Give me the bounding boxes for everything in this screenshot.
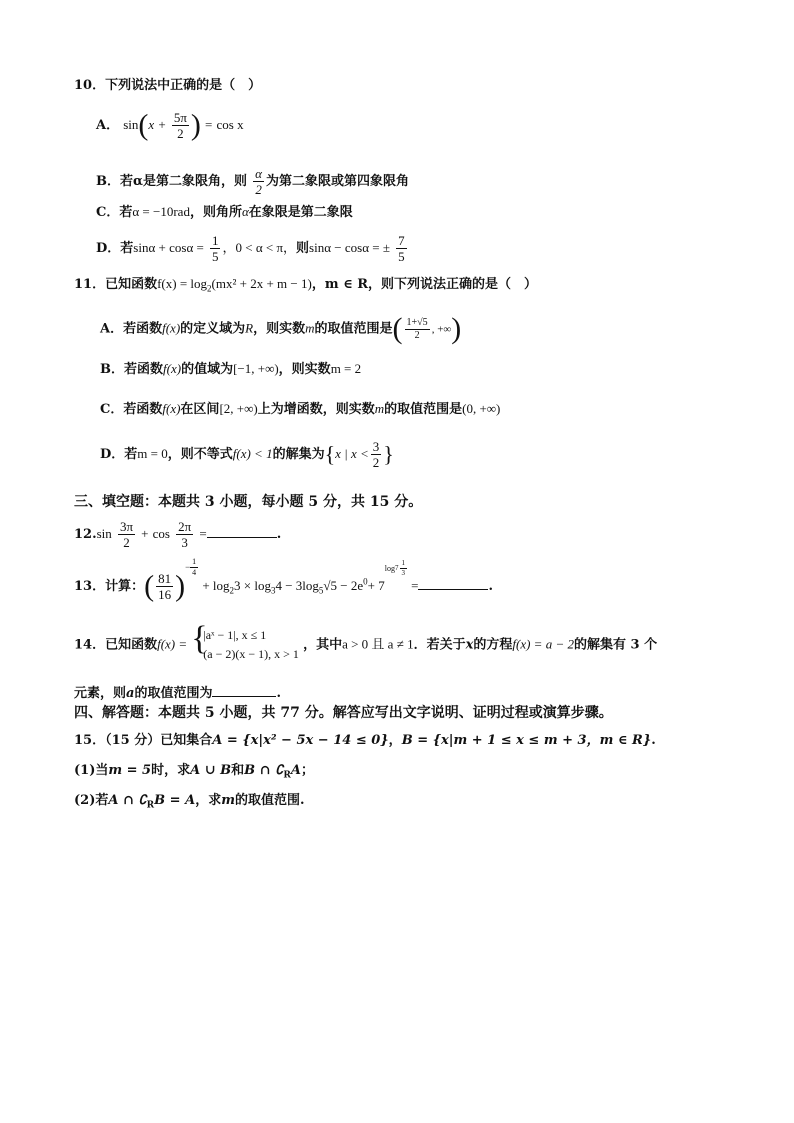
part-label: (2)若 — [74, 793, 109, 808]
denominator: 5 — [211, 249, 219, 264]
text: 上为增函数，则实数 — [257, 402, 375, 417]
piecewise: { |aˣ − 1|, x ≤ 1 (a − 2)(x − 1), x > 1 — [191, 626, 299, 664]
log-base: 2 — [229, 585, 235, 596]
text: 若函数 — [123, 321, 163, 337]
answer-blank[interactable] — [212, 684, 276, 697]
numerator: 1 — [192, 557, 197, 566]
question-label: 13．计算： — [74, 579, 145, 594]
numerator: 1+√5 — [406, 316, 428, 328]
denominator: 2 — [255, 182, 262, 197]
text: 则 — [296, 241, 310, 256]
denominator: 2 — [414, 329, 420, 341]
text: ，m ∈ R，则下列说法正确的是（ ） — [311, 277, 538, 292]
numerator: 5π — [173, 110, 187, 125]
q10-option-d — [96, 234, 409, 263]
case-1: |aˣ − 1|, x ≤ 1 — [203, 628, 267, 642]
q10-option-a: A． sin(x + $\frac{5\pi}{2}$ ) = cos x — [96, 108, 244, 142]
term: 4 − 3log — [275, 578, 319, 593]
text: 的定义域为 — [180, 321, 246, 337]
text: 为第二象限或第四象限角 — [265, 174, 409, 189]
equals: = — [411, 578, 419, 593]
question-label: 14．已知函数 — [74, 637, 158, 653]
expr: A ∩ ∁ — [108, 793, 147, 808]
numerator: 3 — [372, 439, 380, 454]
numerator: 2π — [178, 519, 192, 534]
expr: B = A — [154, 793, 196, 808]
log-base: 2 — [207, 283, 212, 294]
range: (0, +∞) — [462, 401, 501, 416]
semicolon: ； — [300, 763, 314, 778]
log-base: 3 — [270, 585, 276, 596]
text: ，求 — [195, 793, 222, 808]
fraction — [253, 167, 264, 196]
condition: m = 5 — [108, 763, 152, 778]
text: 的方程 — [473, 637, 513, 653]
condition: ，0 < α < π， — [222, 240, 297, 255]
section-3-title: 三、填空题：本题共 3 小题，每小题 5 分，共 15 分。 — [74, 494, 423, 510]
sup-log-base: 7 — [395, 564, 399, 572]
text: 若函数 — [123, 402, 163, 417]
plus: + — [141, 526, 149, 541]
option-label: A． — [96, 118, 120, 133]
fraction — [156, 572, 173, 601]
sup-fraction — [400, 560, 408, 577]
set-B: B = {x|m + 1 ≤ x ≤ m + 3，m ∈ R} — [401, 733, 652, 748]
numerator: 3π — [119, 519, 134, 534]
period: . — [276, 527, 282, 542]
inequality: f(x) < 1 — [232, 446, 273, 461]
func: f(x) = log — [157, 276, 208, 291]
text: ．若关于 — [413, 637, 466, 653]
var-m: m — [305, 320, 315, 336]
var-m: m — [221, 793, 235, 808]
text: ，则实数 — [278, 362, 331, 377]
numerator: 1 — [211, 233, 219, 248]
q11-option-a: A．若函数f(x)的定义域为R，则实数m的取值范围是( $\frac{1+√5}{2}$ , +∞) — [100, 312, 462, 345]
q15-part1 — [74, 764, 314, 781]
text: 若 — [124, 447, 138, 462]
exponent: 0 — [363, 576, 368, 587]
section-4-title: 四、解答题：本题共 5 小题，共 77 分。解答应写出文字说明、证明过程或演算步骤。 — [74, 705, 613, 721]
func-sin: sin — [96, 526, 112, 541]
text: ，则不等式 — [167, 447, 233, 462]
exponent-fraction — [190, 558, 198, 577]
rhs-cos: cos x — [216, 117, 244, 132]
log-arg: (mx² + 2x + m − 1) — [211, 276, 312, 291]
option-label: C． — [96, 205, 120, 220]
var-x: x — [148, 117, 155, 132]
text: 在象限是第二象限 — [248, 205, 353, 220]
text: 的取值范围为 — [134, 686, 213, 701]
q15-part2 — [74, 794, 305, 811]
complement-sub: R — [283, 770, 291, 781]
option-label: C． — [100, 402, 124, 417]
option-label: A． — [100, 321, 124, 337]
separator: ， — [388, 733, 402, 748]
denominator: 16 — [158, 587, 172, 602]
fraction — [210, 234, 221, 263]
interval-tail: , +∞ — [431, 323, 452, 336]
expr: sinα − cosα = ± — [309, 240, 390, 255]
q10-option-c — [96, 205, 353, 219]
q11-stem — [74, 277, 537, 294]
term: + 7 — [367, 578, 385, 593]
text: 元素，则 — [74, 686, 127, 701]
var-x: x — [465, 637, 474, 653]
text: 和 — [231, 763, 245, 778]
q14-line1 — [74, 620, 658, 664]
fx: f(x) — [163, 361, 182, 376]
q14-line2 — [74, 684, 281, 700]
fx: f(x) = — [157, 636, 188, 652]
option-label: D． — [96, 241, 121, 256]
equation: f(x) = a − 2 — [512, 636, 574, 652]
fx: f(x) — [162, 320, 181, 336]
plus: + — [158, 117, 166, 132]
text: 若 — [119, 205, 133, 220]
range: [−1, +∞) — [233, 361, 279, 376]
option-label: D． — [100, 447, 125, 462]
denominator: 2 — [123, 535, 130, 550]
set-builder: x | x < — [335, 446, 369, 461]
interval: [2, +∞) — [219, 401, 258, 416]
denominator: 3 — [181, 535, 188, 550]
part-label: (1)当 — [74, 763, 109, 778]
condition: m = 0 — [137, 446, 168, 461]
text: 在区间 — [180, 402, 220, 417]
term: 3 × log — [234, 578, 271, 593]
numerator: α — [255, 166, 262, 181]
numerator: 1 — [401, 559, 405, 567]
complement-sub: R — [146, 800, 155, 811]
numerator: 81 — [158, 571, 172, 586]
expr: sinα + cosα = — [133, 240, 204, 255]
q10-option-b — [96, 167, 409, 196]
denominator: 3 — [401, 569, 405, 577]
equals: = — [205, 117, 213, 132]
text: 的取值范围. — [234, 793, 305, 808]
denominator: 2 — [177, 126, 184, 141]
sup-log: log — [384, 563, 395, 573]
period: . — [488, 579, 494, 594]
exponent-sign: − — [185, 562, 191, 572]
text: ，则角所 — [189, 205, 242, 220]
q13: 13．计算：( $\frac{81}{16}$ ) − $\frac{1}{4}$ + $\log_23 \times \log_34 - 3\log_5√5 - 2e^0+ 7$ log 7 $\frac{1}{3}$ = . — [74, 557, 494, 603]
q11-option-c — [100, 402, 500, 416]
alpha: α — [241, 204, 249, 219]
q11-option-b — [100, 362, 361, 376]
fx: f(x) — [162, 401, 181, 416]
text: 若函数 — [124, 362, 164, 377]
condition: a > 0 且 a ≠ 1 — [342, 636, 414, 652]
denominator: 2 — [372, 455, 380, 470]
text: 若 — [120, 241, 134, 256]
value: m = 2 — [330, 361, 362, 376]
text: 的解集为 — [272, 447, 325, 462]
period: . — [276, 686, 281, 701]
text: 若α是第二象限角，则 — [120, 174, 248, 189]
expr: A ∪ B — [190, 763, 232, 778]
answer-blank[interactable] — [418, 577, 488, 590]
text: 的解集有 3 个 — [573, 637, 658, 653]
question-label: 12. — [74, 527, 97, 542]
option-label: B． — [96, 174, 120, 189]
expr: B ∩ ∁ — [244, 763, 284, 778]
set-A: A = {x|x² − 5x − 14 ≤ 0} — [212, 733, 389, 748]
set-R: R — [245, 320, 254, 336]
question-label: 15．（15 分）已知集合 — [74, 733, 213, 748]
denominator: 5 — [398, 249, 405, 264]
var-a: a — [126, 686, 135, 701]
expr: A — [290, 763, 301, 778]
text: 时，求 — [151, 763, 191, 778]
numerator: 7 — [398, 233, 405, 248]
text: 11．已知函数 — [74, 277, 158, 292]
denominator: 4 — [192, 568, 197, 577]
fraction — [371, 440, 382, 469]
equals: = — [199, 526, 207, 541]
log-base: 5 — [318, 585, 324, 596]
fraction — [118, 520, 135, 549]
q15-stem — [74, 734, 656, 747]
text: 的取值范围是 — [314, 321, 393, 337]
text: 的值域为 — [181, 362, 234, 377]
q11-option-d: D．若m = 0，则不等式f(x) < 1的解集为{x | x < $\frac{3}{2}$ } — [100, 439, 394, 470]
case-2: (a − 2)(x − 1), x > 1 — [203, 647, 299, 661]
term: + log — [202, 578, 230, 593]
answer-blank[interactable] — [207, 525, 277, 538]
period: . — [651, 733, 656, 748]
text: ，其中 — [303, 637, 343, 653]
expr: α = −10rad — [132, 204, 190, 219]
text: ，则实数 — [253, 321, 306, 337]
q10-stem: 10．下列说法中正确的是（ ） — [74, 78, 262, 93]
text: 的取值范围是 — [384, 402, 463, 417]
var-m: m — [374, 401, 385, 416]
fraction — [176, 520, 193, 549]
option-label: B． — [100, 362, 124, 377]
fraction — [172, 111, 189, 140]
fraction — [405, 318, 430, 341]
func-cos: cos — [152, 526, 170, 541]
q12 — [74, 520, 281, 549]
term: √5 − 2e — [323, 578, 364, 593]
func-sin: sin — [123, 117, 139, 132]
fraction — [396, 234, 407, 263]
